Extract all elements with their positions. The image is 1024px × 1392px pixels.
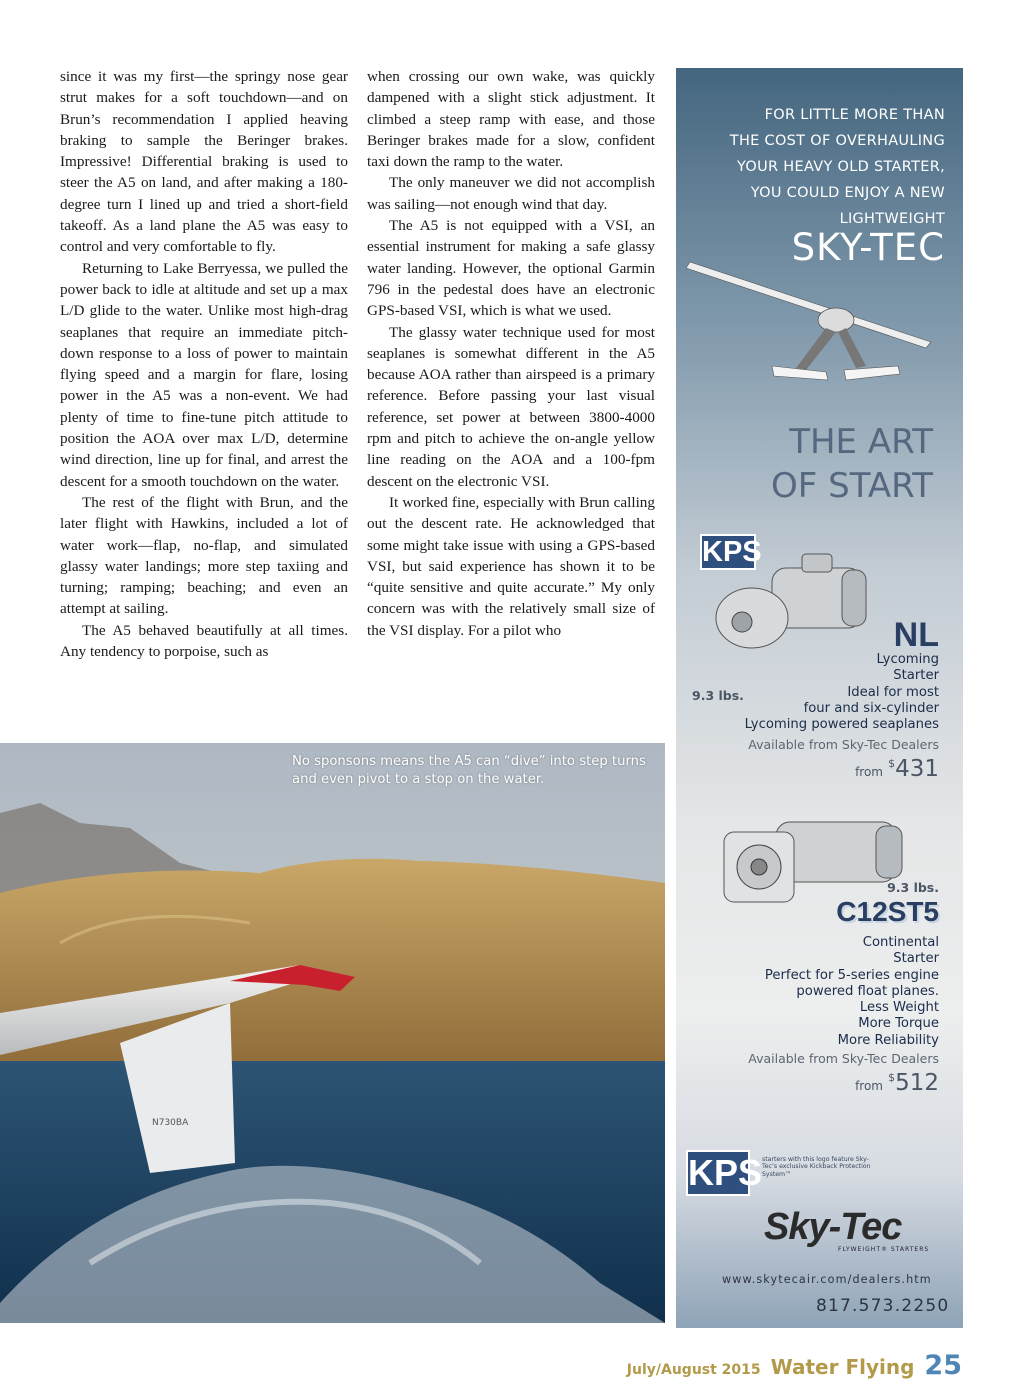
photo-caption: No sponsons means the A5 can “dive” into step turns and even pivot to a stop on the water. [292, 754, 646, 787]
article-column-2 [367, 66, 655, 641]
skytec-logo-tagline: FLYWEIGHT® STARTERS [838, 1246, 930, 1253]
page-footer [627, 1350, 962, 1381]
ad-tagline: THE ART OF START [770, 422, 933, 506]
paragraph: The A5 is not equipped with a VSI, an essential instrument for making a safe glassy water landing. However, the optional Garmin 796 in the pedestal does have an electronic GPS-based VSI, which is what we used. [367, 217, 655, 320]
ad-headline: FOR LITTLE MORE THAN THE COST OF OVERHAULING YOUR HEAVY OLD STARTER, YOU COULD ENJOY A NEW LIGHTWEIGHT [729, 107, 945, 227]
paragraph: The rest of the flight with Brun, and the later flight with Hawkins, included a lot of water work—flap, no-flap, and simulated glassy water landings; more step taxiing and turning; ramping; beaching; and even an attempt at sailing. [60, 493, 348, 618]
paragraph: The glassy water technique used for most seaplanes is somewhat different in the A5 because AOA rather than airspeed is a primary reference. Before passing your last visual reference, set power at between 3800-4000 rpm and pitch to achieve the on-angle yellow line reading on the AOA and a 100-fpm descent on the electronic VSI. [367, 323, 655, 490]
nl-availability: Available from Sky-Tec Dealers [748, 737, 939, 752]
phone-number: 817.573.2250 [816, 1296, 950, 1316]
skytec-advertisement[interactable] [676, 68, 963, 1328]
magazine-title: Water Flying [770, 1355, 915, 1379]
seaplane-illustration [676, 248, 963, 398]
ad-brand: SKY-TEC [791, 226, 945, 269]
registration-mark: N730BA [152, 1118, 189, 1128]
page-number: 25 [924, 1350, 962, 1381]
c12st5-price: from $512 [855, 1070, 939, 1096]
photo-illustration [0, 743, 665, 1323]
c12st5-availability: Available from Sky-Tec Dealers [748, 1051, 939, 1066]
issue-date: July/August 2015 [626, 1362, 761, 1378]
article-column-1 [60, 66, 348, 662]
kps-badge: KPS [702, 536, 762, 568]
seaplane-photo [0, 743, 665, 1323]
paragraph: Returning to Lake Berryessa, we pulled the power back to idle at altitude and set up a max L/D glide to the water. Unlike most high-drag seaplanes that require an immediate pitch-down response to a loss of power to maintain flying speed and a margin for flare, losing power in the A5 was a non-event. We had plenty of time to fine-tune pitch attitude to position the AOA over max L/D, determine wind direction, line up for final, and arrest the descent for a smooth touchdown on the water. [60, 259, 348, 490]
c12st5-weight: 9.3 lbs. [887, 880, 939, 895]
paragraph: when crossing our own wake, was quickly dampened with a slight stick adjustment. It climbed a steep ramp with ease, and those Beringer brakes made for a slow, confident taxi down the ramp to the water. [367, 68, 655, 171]
kps-logo: KPS [686, 1150, 750, 1196]
c12st5-model: C12ST5 [836, 896, 939, 927]
nl-weight: 9.3 lbs. [692, 688, 744, 703]
nl-price: from $431 [855, 756, 939, 782]
paragraph: The only maneuver we did not accomplish was sailing—not enough wind that day. [367, 174, 655, 213]
c12st5-description: Continental Starter Perfect for 5-series engine powered float planes. Less Weight More Torque More Reliability [764, 935, 939, 1048]
dealer-url-link[interactable]: www.skytecair.com/dealers.htm [722, 1273, 932, 1286]
nl-starter-image [702, 548, 882, 668]
paragraph: It worked fine, especially with Brun calling out the descent rate. He acknowledged that some might take issue with using a GPS-based VSI, but said experience has shown it to be “quite sensitive and quite accurate.” My only concern was with the relatively small size of the VSI display. For a pilot who [367, 493, 655, 639]
nl-description: Lycoming Starter Ideal for most four and six-cylinder Lycoming powered seaplanes [744, 652, 939, 733]
paragraph: since it was my first—the springy nose gear strut makes for a soft touchdown—and on Brun’s recommendation I applied heaving braking to sample the Beringer brakes. Impressive! Differential braking is used to steer the A5 on land, and after making a 180-degree turn I lined up and tried a short-field takeoff. As a land plane the A5 was easy to control and very comfortable to fly. [60, 68, 348, 256]
skytec-logo: Sky-Tec [764, 1206, 902, 1248]
kps-note: starters with this logo feature Sky-Tec’s exclusive Kickback Protection System™ [762, 1156, 871, 1178]
nl-model: NL [893, 616, 939, 654]
paragraph: The A5 behaved beautifully at all times. Any tendency to porpoise, such as [60, 621, 348, 661]
